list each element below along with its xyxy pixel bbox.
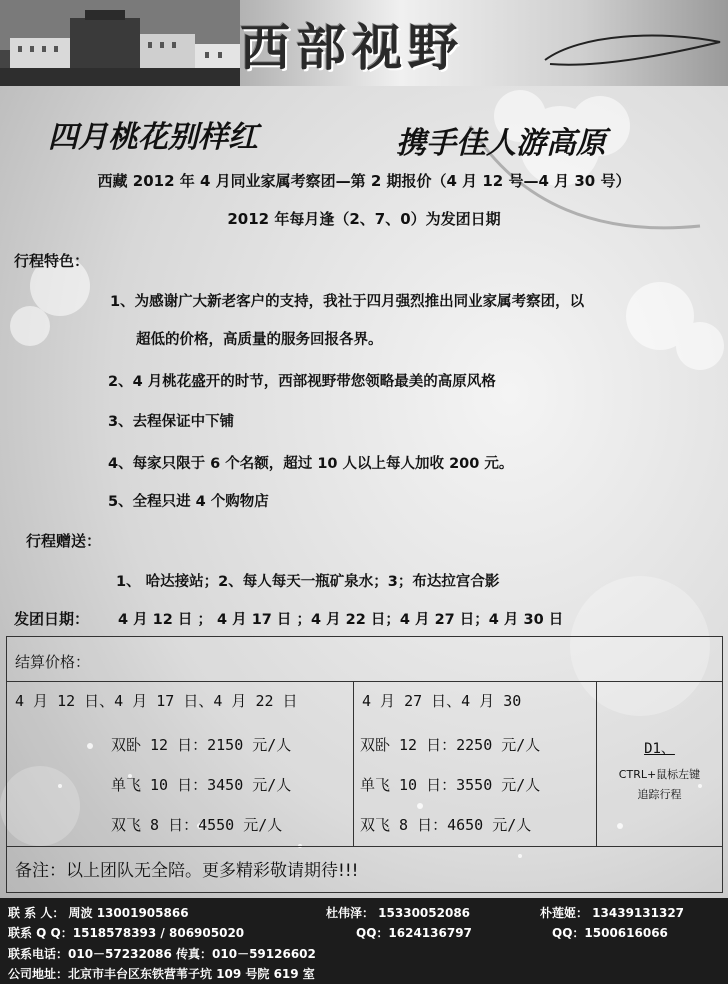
price-title: 结算价格： <box>15 653 91 671</box>
gifts-text: 1、 哈达接站；2、每人每天一瓶矿泉水；3；布达拉宫合影 <box>116 574 500 590</box>
contact-tertiary: 朴莲姬： 13439131327 <box>540 906 685 920</box>
departure-rule: 2012 年每月逢（2、7、0）为发团日期 <box>227 210 501 228</box>
signature-logo <box>540 24 725 76</box>
headline-left: 四月桃花别样红 <box>48 120 258 155</box>
group-dates: 4 月 27 日、4 月 30 <box>362 692 522 710</box>
price-row: 双卧 12 日：2250 元/人 <box>360 736 541 754</box>
price-group-2 <box>354 682 597 846</box>
price-row: 双飞 8 日：4550 元/人 <box>111 816 283 834</box>
link-hint: CTRL+鼠标左键 <box>618 768 701 781</box>
company-address: 公司地址：北京市丰台区东铁营苇子坑 109 号院 619 室 <box>8 967 315 981</box>
qq-secondary: QQ：1624136797 <box>356 926 472 940</box>
price-row: 双卧 12 日：2150 元/人 <box>111 736 292 754</box>
feature-item: 2、4 月桃花盛开的时节，西部视野带您领略最美的高原风格 <box>108 374 496 390</box>
contact-footer <box>0 898 728 984</box>
headline-right: 携手佳人游高原 <box>396 126 606 161</box>
subtitle: 西藏 2012 年 4 月同业家属考察团—第 2 期报价（4 月 12 号—4 月 30 号） <box>97 172 631 190</box>
header-banner <box>0 0 728 86</box>
dates-label: 发团日期： <box>14 610 90 628</box>
qq-tertiary: QQ：1500616066 <box>552 926 668 940</box>
features-label: 行程特色： <box>14 252 90 270</box>
price-table <box>6 636 723 893</box>
contact-secondary: 杜伟泽： 15330052086 <box>326 906 471 920</box>
price-row: 双飞 8 日：4650 元/人 <box>360 816 532 834</box>
itinerary-link-cell[interactable] <box>597 682 722 846</box>
feature-item: 1、为感谢广大新老客户的支持，我社于四月强烈推出同业家属考察团，以 <box>110 294 585 310</box>
gifts-label: 行程赠送： <box>26 532 102 550</box>
feature-item: 超低的价格，高质量的服务回报各界。 <box>136 332 383 348</box>
price-row: 单飞 10 日：3450 元/人 <box>111 776 292 794</box>
group-dates: 4 月 12 日、4 月 17 日、4 月 22 日 <box>15 692 298 710</box>
phone-fax: 联系电话：010－57232086 传真：010－59126602 <box>8 947 316 961</box>
price-group-1 <box>7 682 354 846</box>
feature-item: 5、全程只进 4 个购物店 <box>108 494 269 510</box>
price-table-header <box>7 637 722 682</box>
dates-text: 4 月 12 日 ； 4 月 17 日 ；4 月 22 日；4 月 27 日；4 月 30 日 <box>118 612 564 628</box>
potala-palace-image <box>0 0 240 86</box>
price-row: 单飞 10 日：3550 元/人 <box>360 776 541 794</box>
feature-item: 3、去程保证中下铺 <box>108 414 235 430</box>
brand-title: 西部视野 <box>240 18 464 77</box>
link-hint: 追踪行程 <box>637 788 682 801</box>
price-table-body <box>7 682 722 847</box>
qq-primary: 联系 Q Q：1518578393 / 806905020 <box>8 926 245 940</box>
feature-item: 4、每家只限于 6 个名额，超过 10 人以上每人加收 200 元。 <box>108 456 514 472</box>
itinerary-link[interactable]: D1、 <box>644 741 675 757</box>
contact-primary: 联 系 人： 周波 13001905866 <box>8 906 189 920</box>
price-note: 备注：以上团队无全陪。更多精彩敬请期待!!! <box>15 861 359 881</box>
